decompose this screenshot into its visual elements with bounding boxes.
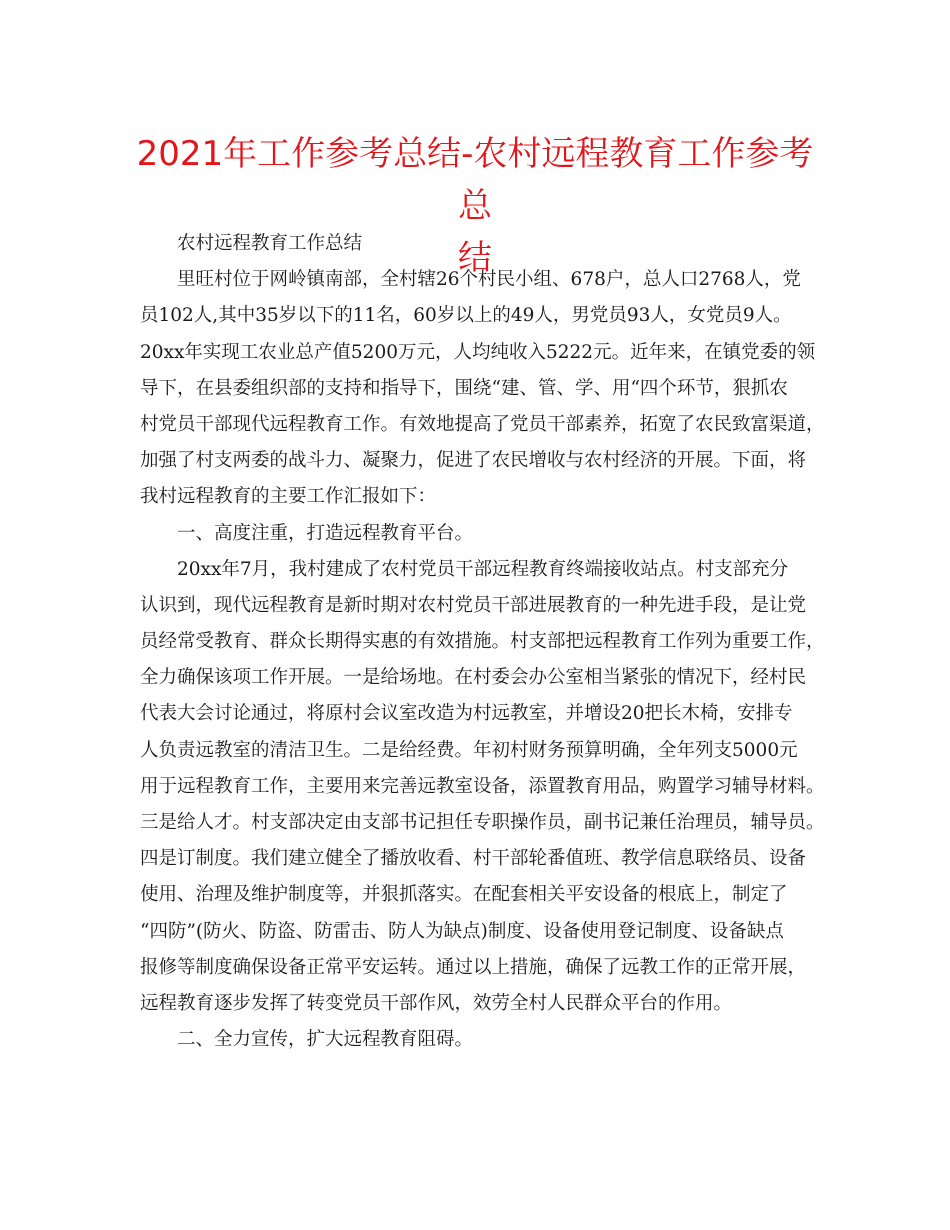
body-text-line: 使用、治理及维护制度等，并狠抓落实。在配套相关平安设备的根底上，制定了 bbox=[140, 884, 788, 906]
body-text-line: 20xx年实现工农业总产值5200万元，人均纯收入5222元。近年来，在镇党委的领 bbox=[140, 341, 816, 363]
document-title-line-1: 2021年工作参考总结-农村远程教育工作参考总 bbox=[136, 134, 814, 226]
body-text-line: 代表大会讨论通过，将原村会议室改造为村远教室，并增设20把长木椅，安排专 bbox=[140, 703, 793, 725]
body-text-line: 全力确保该项工作开展。一是给场地。在村委会办公室相当紧张的情况下，经村民 bbox=[140, 667, 807, 689]
body-text-line: 人负责远教室的清洁卫生。二是给经费。年初村财务预算明确，全年列支5000元 bbox=[140, 739, 798, 761]
document-body bbox=[140, 226, 825, 1058]
body-text-line: 导下，在县委组织部的支持和指导下，围绕“建、管、学、用“四个环节，狠抓农 bbox=[140, 377, 788, 399]
body-text-line: 用于远程教育工作，主要用来完善远教室设备，添置教育用品，购置学习辅导材料。 bbox=[140, 775, 825, 797]
body-text-line: 加强了村支两委的战斗力、凝聚力，促进了农民增收与农村经济的开展。下面，将 bbox=[140, 450, 807, 472]
body-text-line: “四防”(防火、防盗、防雷击、防人为缺点)制度、设备使用登记制度、设备缺点 bbox=[140, 920, 784, 942]
body-text-line: 报修等制度确保设备正常平安运转。通过以上措施，确保了远教工作的正常开展， bbox=[140, 956, 807, 978]
body-text-line: 一、高度注重，打造远程教育平台。 bbox=[177, 522, 474, 544]
body-text-line: 村党员干部现代远程教育工作。有效地提高了党员干部素养，拓宽了农民致富渠道， bbox=[140, 413, 825, 435]
body-text-line: 三是给人才。村支部决定由支部书记担任专职操作员，副书记兼任治理员，辅导员。 bbox=[140, 812, 825, 833]
body-text-line: 我村远程教育的主要工作汇报如下： bbox=[140, 486, 437, 508]
body-text-line: 20xx年7月，我村建成了农村党员干部远程教育终端接收站点。村支部充分 bbox=[177, 558, 789, 580]
body-text-line: 员经常受教育、群众长期得实惠的有效措施。村支部把远程教育工作列为重要工作， bbox=[140, 631, 825, 653]
body-text-line: 里旺村位于网岭镇南部，全村辖26个村民小组、678户，总人口2768人，党 bbox=[177, 269, 801, 291]
body-text-line: 农村远程教育工作总结 bbox=[177, 233, 363, 254]
body-text-line: 四是订制度。我们建立健全了播放收看、村干部轮番值班、教学信息联络员、设备 bbox=[140, 848, 807, 870]
body-text-line: 员102人,其中35岁以下的11名，60岁以上的49人，男党员93人，女党员9人。 bbox=[140, 305, 792, 327]
body-text-line: 远程教育逐步发挥了转变党员干部作风，效劳全村人民群众平台的作用。 bbox=[140, 992, 733, 1014]
document-title-line-2: 结 bbox=[458, 238, 492, 278]
body-text-line: 二、全力宣传，扩大远程教育阻碍。 bbox=[177, 1029, 474, 1051]
body-text-line: 认识到，现代远程教育是新时期对农村党员干部进展教育的一种先进手段，是让党 bbox=[140, 594, 807, 616]
